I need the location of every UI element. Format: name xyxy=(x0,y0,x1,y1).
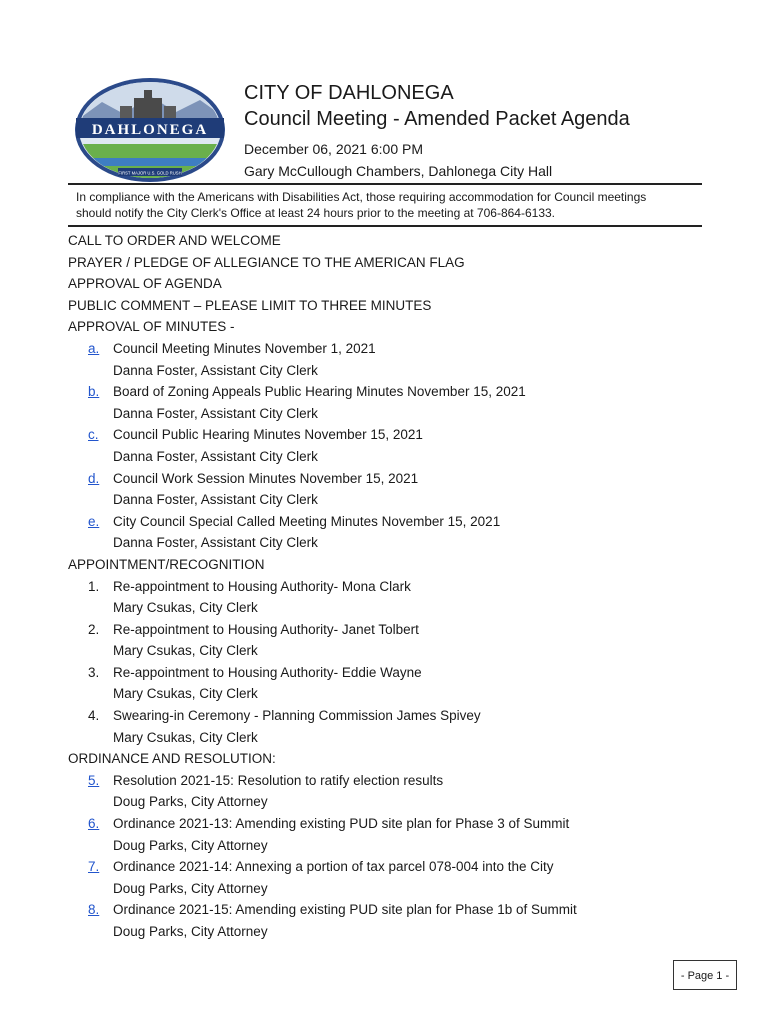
agenda-item-presenter: Doug Parks, City Attorney xyxy=(113,880,268,896)
agenda-item xyxy=(68,899,708,921)
agenda-item-link[interactable]: 8. xyxy=(88,902,100,918)
agenda-item-title: Swearing-in Ceremony - Planning Commission James Spivey xyxy=(113,708,481,724)
agenda-item xyxy=(68,856,708,878)
agenda-item xyxy=(68,705,708,727)
page-title: CITY OF DAHLONEGA xyxy=(244,82,454,104)
agenda-item-link[interactable]: e. xyxy=(88,513,100,529)
agenda-item-title: Re-appointment to Housing Authority- Eddie Wayne xyxy=(113,664,422,680)
agenda-list xyxy=(68,230,708,943)
agenda-item xyxy=(68,813,708,835)
agenda-item-link[interactable]: 5. xyxy=(88,772,100,788)
agenda-item-presenter: Mary Csukas, City Clerk xyxy=(113,600,258,616)
agenda-heading-appointment: APPOINTMENT/RECOGNITION xyxy=(68,556,265,572)
meeting-location: Gary McCullough Chambers, Dahlonega City Hall xyxy=(244,163,553,179)
agenda-item xyxy=(68,619,708,641)
agenda-item-title: Council Work Session Minutes November 15, 2021 xyxy=(113,470,419,486)
logo-text: DAHLONEGA xyxy=(91,122,209,138)
agenda-item-link[interactable]: c. xyxy=(88,427,99,443)
ada-notice-line: In compliance with the Americans with Disabilities Act, those requiring accommodation for Council meetings xyxy=(76,190,647,204)
agenda-item-number: 2. xyxy=(88,621,100,637)
agenda-item-title: Council Meeting Minutes November 1, 2021 xyxy=(113,340,376,356)
agenda-item-number: 4. xyxy=(88,708,100,724)
agenda-item-number: 3. xyxy=(88,664,100,680)
agenda-item-title: Re-appointment to Housing Authority- Janet Tolbert xyxy=(113,621,419,637)
agenda-heading-call-to-order: CALL TO ORDER AND WELCOME xyxy=(68,233,281,248)
header-rule xyxy=(68,183,702,185)
agenda-item-title: Ordinance 2021-13: Amending existing PUD site plan for Phase 3 of Summit xyxy=(113,816,570,832)
agenda-item-title: Ordinance 2021-15: Amending existing PUD site plan for Phase 1b of Summit xyxy=(113,902,577,918)
agenda-item xyxy=(68,424,708,446)
agenda-item-title: Ordinance 2021-14: Annexing a portion of tax parcel 078-004 into the City xyxy=(113,859,554,875)
agenda-item-presenter: Mary Csukas, City Clerk xyxy=(113,729,258,745)
meeting-datetime: December 06, 2021 6:00 PM xyxy=(244,141,423,157)
agenda-item-presenter: Danna Foster, Assistant City Clerk xyxy=(113,405,318,421)
agenda-item-link[interactable]: a. xyxy=(88,340,100,356)
agenda-item xyxy=(68,576,708,598)
agenda-item-presenter: Danna Foster, Assistant City Clerk xyxy=(113,448,318,464)
agenda-item xyxy=(68,381,708,403)
agenda-heading-approval-agenda: APPROVAL OF AGENDA xyxy=(68,276,222,292)
agenda-item-link[interactable]: 7. xyxy=(88,859,100,875)
agenda-heading-public-comment: PUBLIC COMMENT – PLEASE LIMIT TO THREE MINUTES xyxy=(68,297,432,313)
agenda-heading-ordinance: ORDINANCE AND RESOLUTION: xyxy=(68,751,276,767)
agenda-item-presenter: Danna Foster, Assistant City Clerk xyxy=(113,535,318,551)
dahlonega-logo xyxy=(72,76,228,184)
document-header xyxy=(244,80,630,182)
logo-subtext: FIRST MAJOR U.S. GOLD RUSH xyxy=(118,170,182,176)
agenda-item-link[interactable]: b. xyxy=(88,384,100,400)
agenda-item-title: Board of Zoning Appeals Public Hearing Minutes November 15, 2021 xyxy=(113,384,526,400)
agenda-item xyxy=(68,770,708,792)
notice-rule xyxy=(68,225,702,227)
agenda-item xyxy=(68,662,708,684)
agenda-item-title: City Council Special Called Meeting Minutes November 15, 2021 xyxy=(113,513,501,529)
agenda-item xyxy=(68,468,708,490)
agenda-item-presenter: Doug Parks, City Attorney xyxy=(113,837,268,853)
agenda-item-title: Council Public Hearing Minutes November 15, 2021 xyxy=(113,427,423,443)
ada-notice-line: should notify the City Clerk's Office at least 24 hours prior to the meeting at 706-864-6133. xyxy=(76,205,555,220)
agenda-item-presenter: Doug Parks, City Attorney xyxy=(113,794,268,810)
agenda-item xyxy=(68,511,708,533)
page-number: - Page 1 - xyxy=(673,960,737,990)
agenda-item-link[interactable]: 6. xyxy=(88,816,100,832)
agenda-item-title: Re-appointment to Housing Authority- Mona Clark xyxy=(113,578,411,594)
agenda-item-number: 1. xyxy=(88,578,100,594)
agenda-item-presenter: Danna Foster, Assistant City Clerk xyxy=(113,362,318,378)
ada-notice xyxy=(76,190,696,221)
agenda-item-presenter: Doug Parks, City Attorney xyxy=(113,924,268,939)
agenda-item-presenter: Mary Csukas, City Clerk xyxy=(113,686,258,702)
agenda-item-link[interactable]: d. xyxy=(88,470,100,486)
agenda-item-title: Resolution 2021-15: Resolution to ratify election results xyxy=(113,772,444,788)
agenda-heading-prayer: PRAYER / PLEDGE OF ALLEGIANCE TO THE AMERICAN FLAG xyxy=(68,254,465,270)
agenda-heading-approval-minutes: APPROVAL OF MINUTES - xyxy=(68,319,235,335)
page-subtitle: Council Meeting - Amended Packet Agenda xyxy=(244,108,630,130)
agenda-item-presenter: Mary Csukas, City Clerk xyxy=(113,643,258,659)
agenda-item xyxy=(68,338,708,360)
agenda-item-presenter: Danna Foster, Assistant City Clerk xyxy=(113,492,318,508)
